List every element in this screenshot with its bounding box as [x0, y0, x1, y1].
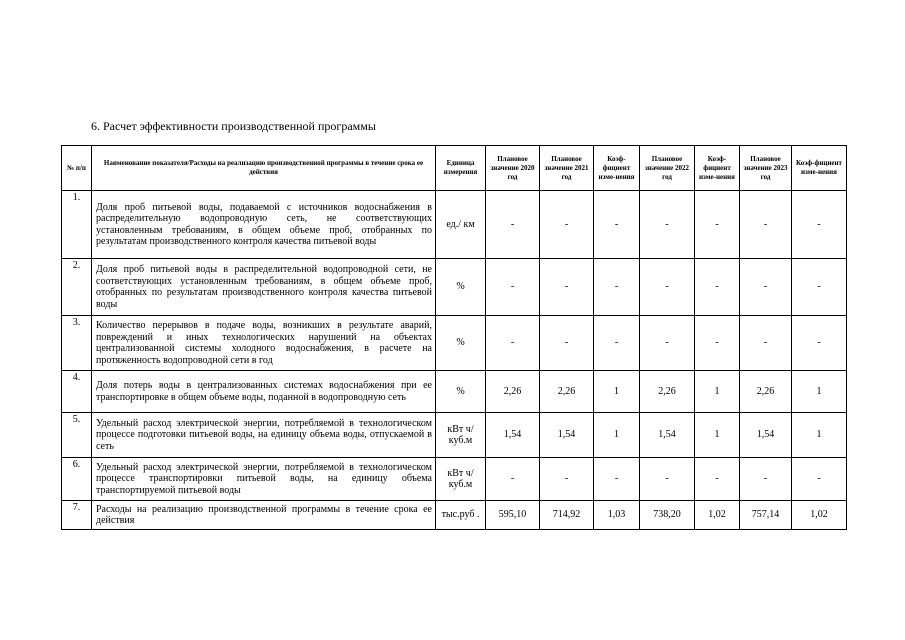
row-indicator-name: Удельный расход электрической энергии, потребляемой в технологическом процессе транспортировки питьевой воды, на единицу объема транспортируемой питьевой воды — [92, 458, 436, 501]
row-plan-2023: - — [740, 191, 792, 259]
row-coef-1: - — [594, 458, 640, 501]
header-plan-2020: Плановое значение 2020 год — [486, 146, 540, 191]
row-unit: % — [436, 316, 486, 371]
row-indicator-name: Удельный расход электрической энергии, потребляемой в технологическом процессе подготовки питьевой воды, на единицу объема воды, отпускаемой в сеть — [92, 413, 436, 458]
row-plan-2021: - — [540, 191, 594, 259]
row-plan-2021: 714,92 — [540, 501, 594, 530]
efficiency-table — [61, 145, 847, 530]
row-plan-2021: - — [540, 316, 594, 371]
row-plan-2022: - — [640, 316, 695, 371]
row-plan-2023: 2,26 — [740, 371, 792, 413]
row-coef-2: - — [695, 259, 740, 316]
header-plan-2023: Плановое значение 2023 год — [740, 146, 792, 191]
row-plan-2020: 595,10 — [486, 501, 540, 530]
row-plan-2022: 1,54 — [640, 413, 695, 458]
row-plan-2023: - — [740, 458, 792, 501]
row-plan-2021: - — [540, 259, 594, 316]
row-coef-1: - — [594, 316, 640, 371]
row-indicator-name: Доля потерь воды в централизованных системах водоснабжения при ее транспортировке в общем объеме воды, поданной в водопроводную сеть — [92, 371, 436, 413]
row-coef-3: - — [792, 191, 847, 259]
row-coef-2: 1,02 — [695, 501, 740, 530]
row-plan-2022: - — [640, 259, 695, 316]
row-plan-2022: 738,20 — [640, 501, 695, 530]
row-number: 1. — [62, 191, 92, 259]
row-coef-3: 1,02 — [792, 501, 847, 530]
row-plan-2022: 2,26 — [640, 371, 695, 413]
row-plan-2023: - — [740, 316, 792, 371]
row-plan-2020: - — [486, 316, 540, 371]
row-coef-1: 1,03 — [594, 501, 640, 530]
row-plan-2021: 2,26 — [540, 371, 594, 413]
header-plan-2022: Плановое значение 2022 год — [640, 146, 695, 191]
row-coef-3: - — [792, 458, 847, 501]
row-number: 4. — [62, 371, 92, 413]
row-indicator-name: Расходы на реализацию производственной программы в течение срока ее действия — [92, 501, 436, 530]
header-name: Наименование показателя/Расходы на реализацию производственной программы в течение срока ее действия — [92, 146, 436, 191]
row-unit: тыс.руб . — [436, 501, 486, 530]
row-plan-2020: - — [486, 191, 540, 259]
row-indicator-name: Доля проб питьевой воды, подаваемой с источников водоснабжения в распределительную водопроводную сеть, не соответствующих установленным требованиям, в общем объеме проб, отобранных по результатам производственного контроля качества питьевой воды — [92, 191, 436, 259]
row-plan-2020: - — [486, 259, 540, 316]
row-coef-1: - — [594, 191, 640, 259]
row-coef-2: - — [695, 316, 740, 371]
header-coef-1: Коэф-фициент изме-нения — [594, 146, 640, 191]
table-row — [62, 259, 847, 316]
row-plan-2021: - — [540, 458, 594, 501]
header-coef-3: Коэф-фициент изме-нения — [792, 146, 847, 191]
row-indicator-name: Доля проб питьевой воды в распределительной водопроводной сети, не соответствующих установленным требованиям, в общем объеме проб, отобранных по результатам производственного контроля качества питьевой воды — [92, 259, 436, 316]
row-coef-1: 1 — [594, 371, 640, 413]
row-number: 2. — [62, 259, 92, 316]
row-unit: % — [436, 259, 486, 316]
table-row — [62, 458, 847, 501]
table-row — [62, 191, 847, 259]
row-coef-2: - — [695, 458, 740, 501]
row-indicator-name: Количество перерывов в подаче воды, возникших в результате аварий, повреждений и иных технологических нарушений на объектах централизованной системы холодного водоснабжения, в расчете на протяженность водопроводной сети в год — [92, 316, 436, 371]
row-coef-1: - — [594, 259, 640, 316]
table-row — [62, 501, 847, 530]
row-unit: кВт ч/куб.м — [436, 413, 486, 458]
row-number: 6. — [62, 458, 92, 501]
row-unit: % — [436, 371, 486, 413]
row-plan-2020: 1,54 — [486, 413, 540, 458]
row-coef-2: - — [695, 191, 740, 259]
header-unit: Единица измерения — [436, 146, 486, 191]
row-plan-2020: 2,26 — [486, 371, 540, 413]
row-plan-2023: 1,54 — [740, 413, 792, 458]
row-number: 3. — [62, 316, 92, 371]
header-coef-2: Коэф-фициент изме-нения — [695, 146, 740, 191]
row-coef-3: - — [792, 316, 847, 371]
row-plan-2023: - — [740, 259, 792, 316]
row-coef-3: 1 — [792, 371, 847, 413]
row-plan-2020: - — [486, 458, 540, 501]
row-plan-2022: - — [640, 458, 695, 501]
row-unit: кВт ч/куб.м — [436, 458, 486, 501]
table-header-row — [62, 146, 847, 191]
row-unit: ед./ км — [436, 191, 486, 259]
row-plan-2021: 1,54 — [540, 413, 594, 458]
row-coef-2: 1 — [695, 413, 740, 458]
row-plan-2023: 757,14 — [740, 501, 792, 530]
row-number: 5. — [62, 413, 92, 458]
row-coef-1: 1 — [594, 413, 640, 458]
header-num: № п/п — [62, 146, 92, 191]
row-coef-3: 1 — [792, 413, 847, 458]
row-number: 7. — [62, 501, 92, 530]
header-plan-2021: Плановое значение 2021 год — [540, 146, 594, 191]
row-plan-2022: - — [640, 191, 695, 259]
row-coef-2: 1 — [695, 371, 740, 413]
table-row — [62, 316, 847, 371]
table-row — [62, 413, 847, 458]
row-coef-3: - — [792, 259, 847, 316]
section-title: 6. Расчет эффективности производственной программы — [91, 119, 376, 133]
table-row — [62, 371, 847, 413]
